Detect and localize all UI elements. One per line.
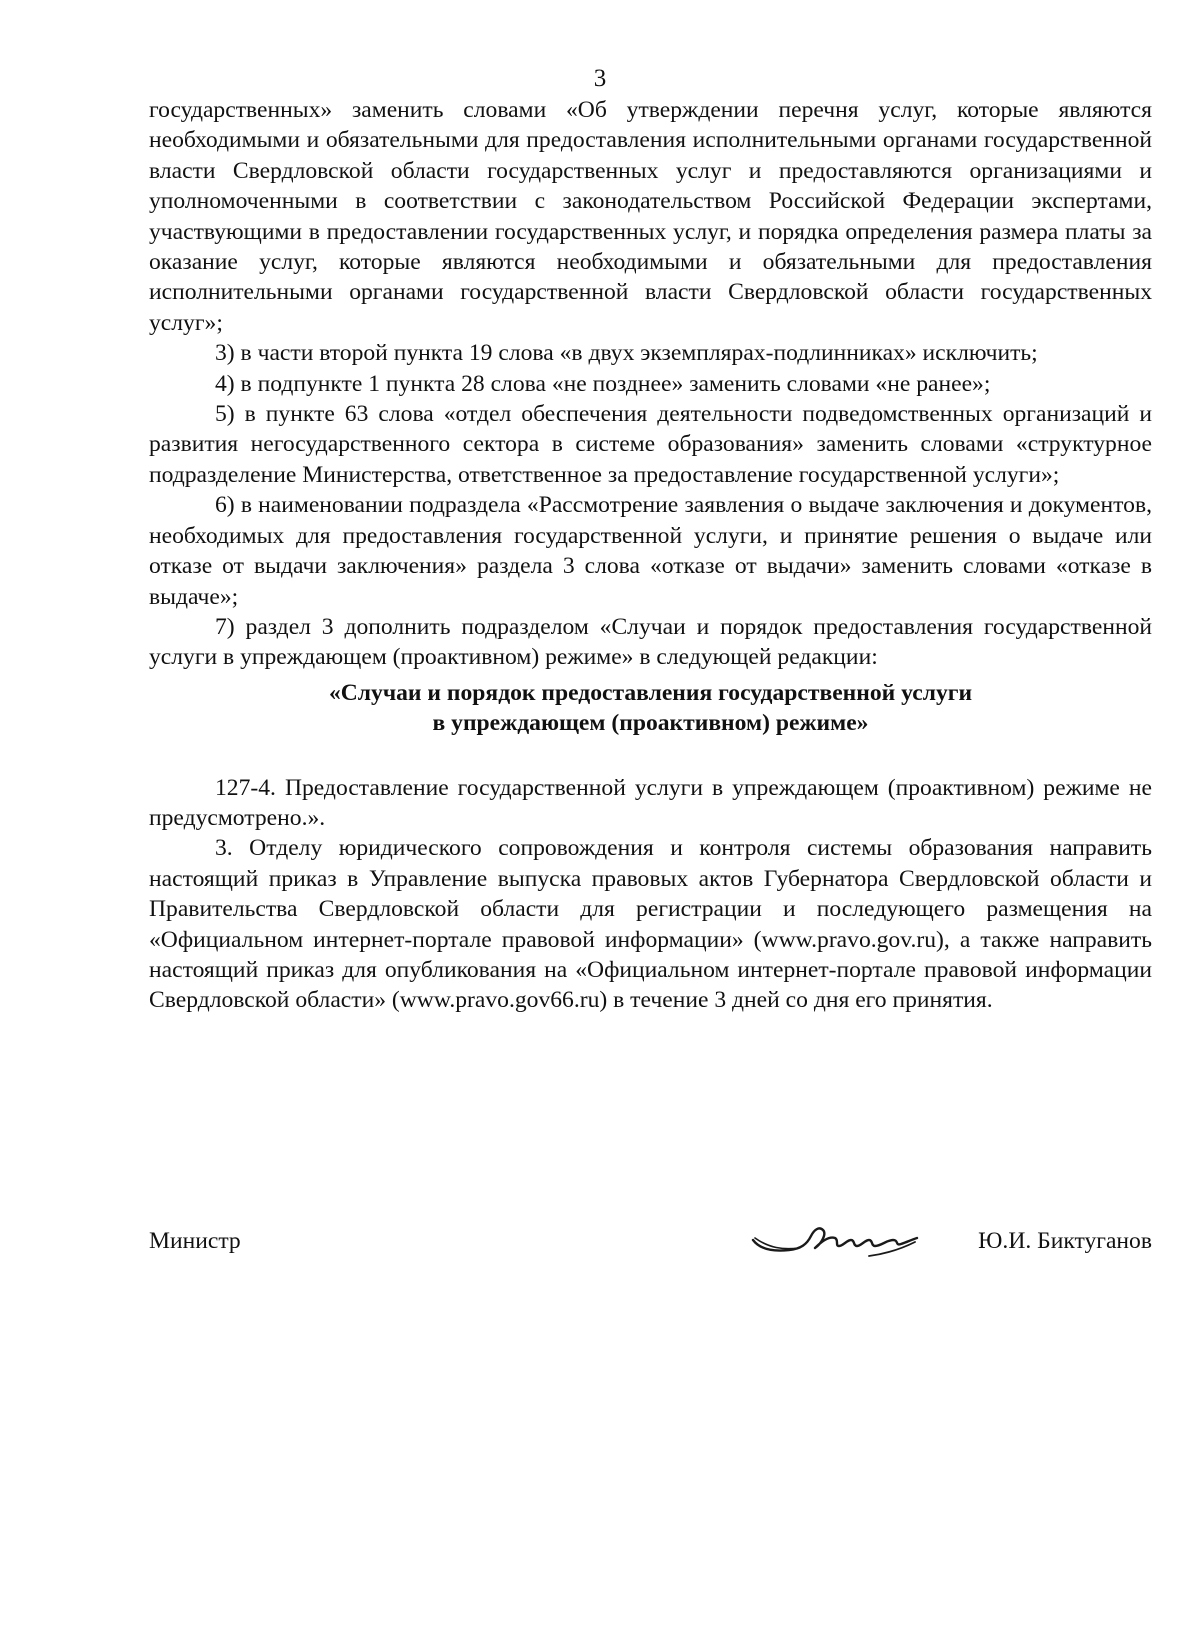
paragraph-item-4: 4) в подпункте 1 пункта 28 слова «не позднее» заменить словами «не ранее»; [215, 370, 991, 397]
paragraph-item-5: 5) в пункте 63 слова «отдел обеспечения деятельности подведомственных организаций и развития негосударственного сектора в системе образования» заменить словами «структурное подразделение Министерства, ответственное за предоставление государственной услуги»; [149, 401, 1152, 488]
handwritten-signature-icon [749, 1218, 929, 1264]
signature-block [149, 1218, 1152, 1278]
subsection-heading [149, 678, 1152, 739]
document-body [149, 95, 1152, 1016]
signatory-name: Ю.И. Биктуганов [978, 1228, 1152, 1254]
paragraph-item-3: 3) в части второй пункта 19 слова «в двух экземплярах-подлинниках» исключить; [215, 340, 1038, 367]
subsection-heading-line-1: «Случаи и порядок предоставления государственной услуги [328, 679, 973, 706]
paragraph-127-4: 127-4. Предоставление государственной услуги в упреждающем (проактивном) режиме не предусмотрено.». [149, 774, 1152, 831]
page-number: 3 [593, 65, 607, 92]
signatory-position: Министр [149, 1228, 241, 1254]
subsection-heading-line-2: в упреждающем (проактивном) режиме» [432, 710, 869, 737]
paragraph-point-3: 3. Отделу юридического сопровождения и контроля системы образования направить настоящий приказ в Управление выпуска правовых актов Губернатора Свердловской области и Правительства Свердловской области для регистрации и последующего размещения на «Официальном интернет-портале правовой информации» (www.pravo.gov.ru), а также направить настоящий приказ для опубликования на «Официальном интернет-портале правовой информации Свердловской области» (www.pravo.gov66.ru) в течение 3 дней со дня его принятия. [149, 835, 1152, 1014]
paragraph-item-6: 6) в наименовании подраздела «Рассмотрение заявления о выдаче заключения и документов, необходимых для предоставления государственной услуги, и принятие решения о выдаче или отказе от выдачи заключения» раздела 3 слова «отказе от выдачи» заменить словами «отказе в выдаче»; [149, 492, 1152, 610]
paragraph-continuation: государственных» заменить словами «Об утверждении перечня услуг, которые являются необходимыми и обязательными для предоставления исполнительными органами государственной власти Свердловской области государственных услуг и предоставляются организациями и уполномоченными в соответствии с законодательством Российской Федерации экспертами, участвующими в предоставлении государственных услуг, и порядка определения размера платы за оказание услуг, которые являются необходимыми и обязательными для предоставления исполнительными органами государственной власти Свердловской области государственных услуг»; [149, 97, 1152, 336]
paragraph-item-7: 7) раздел 3 дополнить подразделом «Случаи и порядок предоставления государственной услуги в упреждающем (проактивном) режиме» в следующей редакции: [149, 613, 1152, 671]
